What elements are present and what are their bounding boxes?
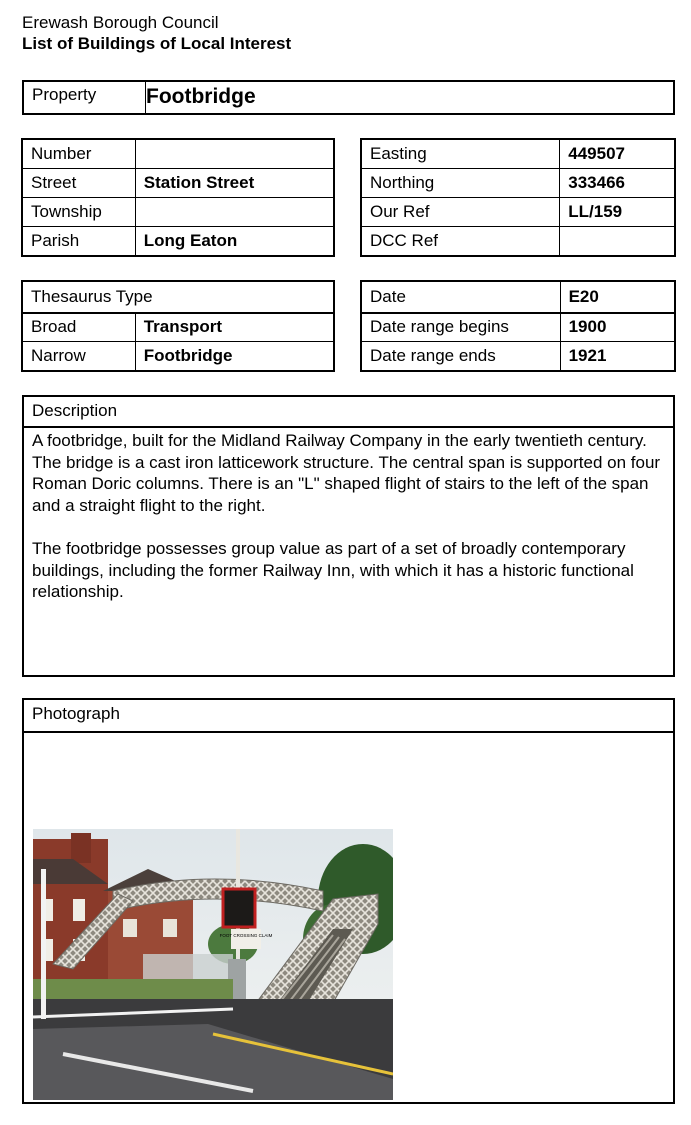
easting-value: 449507 [560, 140, 675, 169]
northing-value: 333466 [560, 169, 675, 198]
photograph-box [22, 698, 675, 1104]
township-label: Township [23, 198, 136, 227]
list-title: List of Buildings of Local Interest [22, 34, 292, 53]
table-row [362, 198, 675, 227]
narrow-label: Narrow [23, 342, 136, 371]
thesaurus-heading: Thesaurus Type [23, 282, 334, 313]
property-value: Footbridge [146, 85, 256, 108]
parish-value: Long Eaton [135, 227, 333, 256]
crossing-sign [220, 933, 273, 938]
dccref-label: DCC Ref [362, 227, 560, 256]
photograph-heading: Photograph [24, 700, 673, 733]
description-box [22, 395, 675, 677]
table-row [23, 313, 334, 342]
northing-label: Northing [362, 169, 560, 198]
location-table [22, 139, 334, 256]
table-row [23, 227, 334, 256]
table-row [362, 342, 675, 371]
parish-label: Parish [23, 227, 136, 256]
street-value: Station Street [135, 169, 333, 198]
dating-table [361, 281, 675, 371]
table-row [362, 140, 675, 169]
table-row [23, 169, 334, 198]
township-value [135, 198, 333, 227]
table-row [362, 227, 675, 256]
date-label: Date [362, 282, 561, 313]
property-label: Property [24, 82, 146, 113]
number-label: Number [23, 140, 136, 169]
table-row [23, 342, 334, 371]
table-row [23, 198, 334, 227]
broad-value: Transport [135, 313, 333, 342]
date-ends-value: 1921 [560, 342, 674, 371]
narrow-value: Footbridge [135, 342, 333, 371]
date-begins-value: 1900 [560, 313, 674, 342]
property-box [22, 80, 675, 115]
council-name: Erewash Borough Council [22, 13, 219, 32]
date-ends-label: Date range ends [362, 342, 561, 371]
ourref-value: LL/159 [560, 198, 675, 227]
table-row [362, 282, 675, 313]
description-paragraph-1: A footbridge, built for the Midland Railway Company in the early twentieth century. The bridge is a cast iron latticework structure. The central span is supported on four Roman Doric columns. There is an "L" shaped flight of stairs to the left of the span and a straight flight to the right. [32, 431, 661, 515]
number-value [135, 140, 333, 169]
description-heading: Description [24, 397, 673, 428]
ourref-label: Our Ref [362, 198, 560, 227]
date-value: E20 [560, 282, 674, 313]
table-row [362, 169, 675, 198]
table-row [362, 313, 675, 342]
date-begins-label: Date range begins [362, 313, 561, 342]
reference-table [361, 139, 675, 256]
footbridge-photo [33, 829, 393, 1100]
dccref-value [560, 227, 675, 256]
street-label: Street [23, 169, 136, 198]
description-paragraph-2: The footbridge possesses group value as part of a set of broadly contemporary buildings, including the former Railway Inn, with which it has a historic functional relationship. [32, 539, 634, 601]
description-body [24, 428, 673, 603]
crossing-sign-text: FOOT CROSSING CLAIM [219, 933, 273, 938]
broad-label: Broad [23, 313, 136, 342]
thesaurus-table [22, 281, 334, 371]
table-row [23, 282, 334, 313]
easting-label: Easting [362, 140, 560, 169]
table-row [23, 140, 334, 169]
